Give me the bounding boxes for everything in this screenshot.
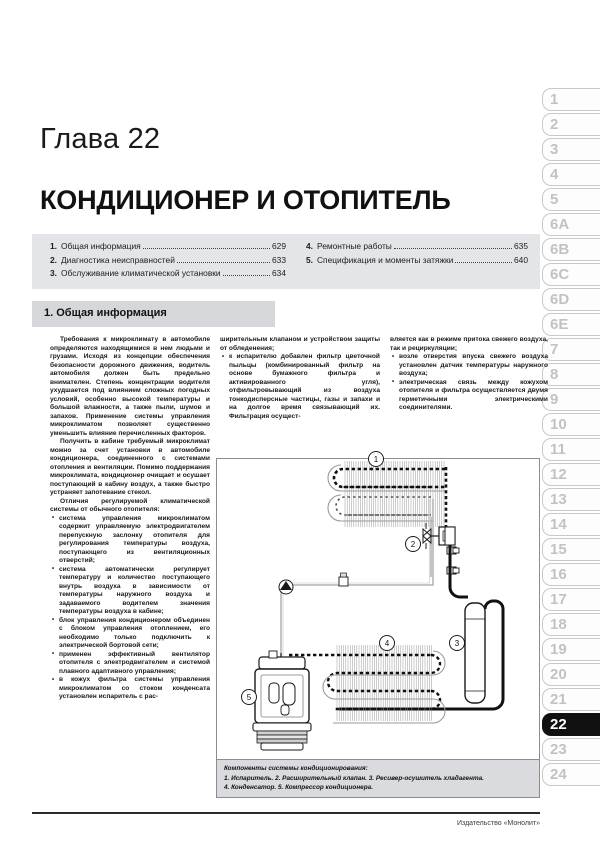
page-title: КОНДИЦИОНЕР И ОТОПИТЕЛЬ — [40, 185, 451, 215]
figure-caption — [217, 759, 539, 797]
callout-3: 3 — [449, 635, 465, 651]
toc-entry[interactable] — [44, 254, 286, 268]
body-paragraph: • в кожух фильтра системы управления микроклиматом со стоком конденсата установлен испаритель с рас- — [50, 676, 210, 702]
figure-caption-line-2: 4. Конденсатор. 5. Компрессор кондиционера. — [224, 784, 373, 791]
chapter-tab-2[interactable]: 2 — [542, 113, 600, 136]
chapter-tab-12[interactable]: 12 — [542, 463, 600, 486]
toc-entry-page: 640 — [514, 254, 528, 265]
chapter-tab-3[interactable]: 3 — [542, 138, 600, 161]
body-paragraph: ширительным клапаном и устройством защиты от обледенения; — [220, 336, 380, 352]
toc-entry-label: Общая информация — [61, 241, 141, 251]
figure-caption-line-1: 1. Испаритель. 2. Расширительный клапан. 3. Ресивер-осушитель хладагента. — [224, 774, 484, 782]
ac-circuit-svg — [217, 459, 539, 761]
callout-5: 5 — [241, 689, 257, 705]
chapter-tab-9[interactable]: 9 — [542, 388, 600, 411]
publisher-label: Издательство «Монолит» — [456, 820, 540, 827]
body-paragraph: • система автоматически регулирует температуру и количество поступающего внутрь воздуха в зависимости от температуры наружного воздуха и задаваемого водителем значения температуры воздуха в кабине; — [50, 566, 210, 617]
chapter-tab-4[interactable]: 4 — [542, 163, 600, 186]
body-paragraph: • возле отверстия впуска свежего воздуха установлен датчик температуры наружного воздуха; — [390, 353, 548, 379]
toc-entry[interactable] — [300, 254, 528, 268]
chapter-tab-6C[interactable]: 6C — [542, 263, 600, 286]
toc-entry-number: 4. — [306, 241, 313, 251]
toc-entry-label: Спецификация и моменты затяжки — [317, 254, 454, 265]
toc-column-left — [44, 240, 286, 289]
chapter-tab-15[interactable]: 15 — [542, 538, 600, 561]
chapter-tab-17[interactable]: 17 — [542, 588, 600, 611]
condenser-tube — [289, 655, 440, 709]
toc-entry-label: Обслуживание климатической установки — [61, 268, 221, 278]
chapter-tab-18[interactable]: 18 — [542, 613, 600, 636]
pipe-coupling — [279, 580, 293, 594]
body-paragraph: Получить в кабине требуемый микроклимат можно за счет установки в автомобиле кондиционера, соединенного с системами отопления и вентиляции. Помимо поддержания микроклимата, кондиционер очищает и осушает поступающий в кабину воздух, а также быстро устраняет запотевание стекол. — [50, 438, 210, 496]
chapter-tab-6B[interactable]: 6B — [542, 238, 600, 261]
pressure-switch — [339, 573, 348, 586]
body-column-2 — [220, 336, 380, 421]
chapter-tab-rail — [540, 88, 600, 786]
toc-leader-dots — [455, 255, 512, 263]
toc-leader-dots — [223, 268, 270, 276]
chapter-tab-1[interactable]: 1 — [542, 88, 600, 111]
toc-entry-number: 1. — [50, 241, 57, 251]
toc-entry-number: 3. — [50, 268, 57, 278]
toc-entry-label: Диагностика неисправностей — [61, 254, 175, 265]
body-column-1 — [50, 336, 210, 702]
figure-caption-title: Компоненты системы кондиционирования: — [224, 765, 368, 772]
chapter-tab-6A[interactable]: 6A — [542, 213, 600, 236]
toc-entry-page: 633 — [272, 254, 286, 265]
body-paragraph: • применен эффективный вентилятор отопителя с электродвигателем и системой плавного адаптивного управления; — [50, 651, 210, 677]
body-column-3 — [390, 336, 548, 413]
chapter-tab-8[interactable]: 8 — [542, 363, 600, 386]
toc-entry[interactable] — [300, 240, 528, 254]
table-of-contents — [32, 234, 540, 289]
chapter-tab-11[interactable]: 11 — [542, 438, 600, 461]
body-paragraph: вляется как в режиме притока свежего воздуха, так и рециркуляции; — [390, 336, 548, 352]
chapter-label: Глава 22 — [40, 123, 161, 155]
toc-entry-page: 634 — [272, 268, 286, 278]
chapter-tab-23[interactable]: 23 — [542, 738, 600, 761]
toc-leader-dots — [394, 241, 512, 249]
service-ports — [445, 527, 459, 574]
section-heading-label: 1. Общая информация — [44, 307, 167, 319]
body-paragraph: • к испарителю добавлен фильтр цветочной пыльцы (комбинированный фильтр на основе бумажного фильтра и активированного угля), отфильтровывающий из воздуха тонкодисперсные частицы, газы и запахи и на долгое время связывающий их. Фильтрация осущест- — [220, 353, 380, 421]
body-paragraph: Отличия регулируемой климатической системы от обычного отопителя: — [50, 497, 210, 513]
toc-entry[interactable] — [44, 267, 286, 281]
toc-entry[interactable] — [44, 240, 286, 254]
toc-entry-page: 629 — [272, 241, 286, 251]
body-paragraph: • система управления микроклиматом содержит управляемую электродвигателем перепускную заслонку отопителя для регулирования температуры воздуха, поступающего из вентиляционных отверстий; — [50, 515, 210, 566]
chapter-tab-5[interactable]: 5 — [542, 188, 600, 211]
body-paragraph: • электрическая связь между кожухом отопителя и фильтра осуществляется двумя герметичными электрическими соединителями. — [390, 379, 548, 413]
body-paragraph: • блок управления кондиционером объединен с блоком управления отоплением, его необходимо только подключить к электрической бортовой сети; — [50, 617, 210, 651]
body-paragraph: Требования к микроклимату в автомобиле определяются находящимися в нем людьми и грузами. Исходя из концепции обеспечения безопасности дорожного движения, водитель автомобиля должен быть предельно внимателен. Степень концентрации водителя ухудшается под влиянием сложных погодных условий, особенно высокой температуры и большой влажности, а также пыли, шумов и запахов. Применение системы управления микроклиматом позволяет существенно уменьшить влияние перечисленных факторов. — [50, 336, 210, 437]
chapter-tab-10[interactable]: 10 — [542, 413, 600, 436]
toc-leader-dots — [177, 255, 270, 263]
ac-system-diagram — [216, 454, 540, 798]
callout-1: 1 — [368, 451, 384, 467]
chapter-tab-6D[interactable]: 6D — [542, 288, 600, 311]
chapter-tab-13[interactable]: 13 — [542, 488, 600, 511]
toc-column-right — [286, 240, 528, 289]
chapter-tab-14[interactable]: 14 — [542, 513, 600, 536]
toc-leader-dots — [143, 241, 270, 249]
receiver-drier — [465, 603, 485, 703]
chapter-tab-24[interactable]: 24 — [542, 763, 600, 786]
compressor — [253, 651, 311, 750]
chapter-tab-7[interactable]: 7 — [542, 338, 600, 361]
chapter-tab-19[interactable]: 19 — [542, 638, 600, 661]
callout-4: 4 — [379, 635, 395, 651]
chapter-tab-20[interactable]: 20 — [542, 663, 600, 686]
callout-2: 2 — [405, 536, 421, 552]
footer-divider — [32, 812, 540, 814]
chapter-tab-22[interactable]: 22 — [542, 713, 600, 736]
toc-entry-number: 2. — [50, 254, 57, 265]
low-pressure-line — [281, 499, 433, 663]
toc-entry-number: 5. — [306, 254, 313, 265]
chapter-tab-16[interactable]: 16 — [542, 563, 600, 586]
section-heading-bar — [32, 301, 275, 327]
chapter-tab-6E[interactable]: 6E — [542, 313, 600, 336]
toc-entry-page: 635 — [514, 241, 528, 251]
chapter-tab-21[interactable]: 21 — [542, 688, 600, 711]
toc-entry-label: Ремонтные работы — [317, 241, 392, 251]
